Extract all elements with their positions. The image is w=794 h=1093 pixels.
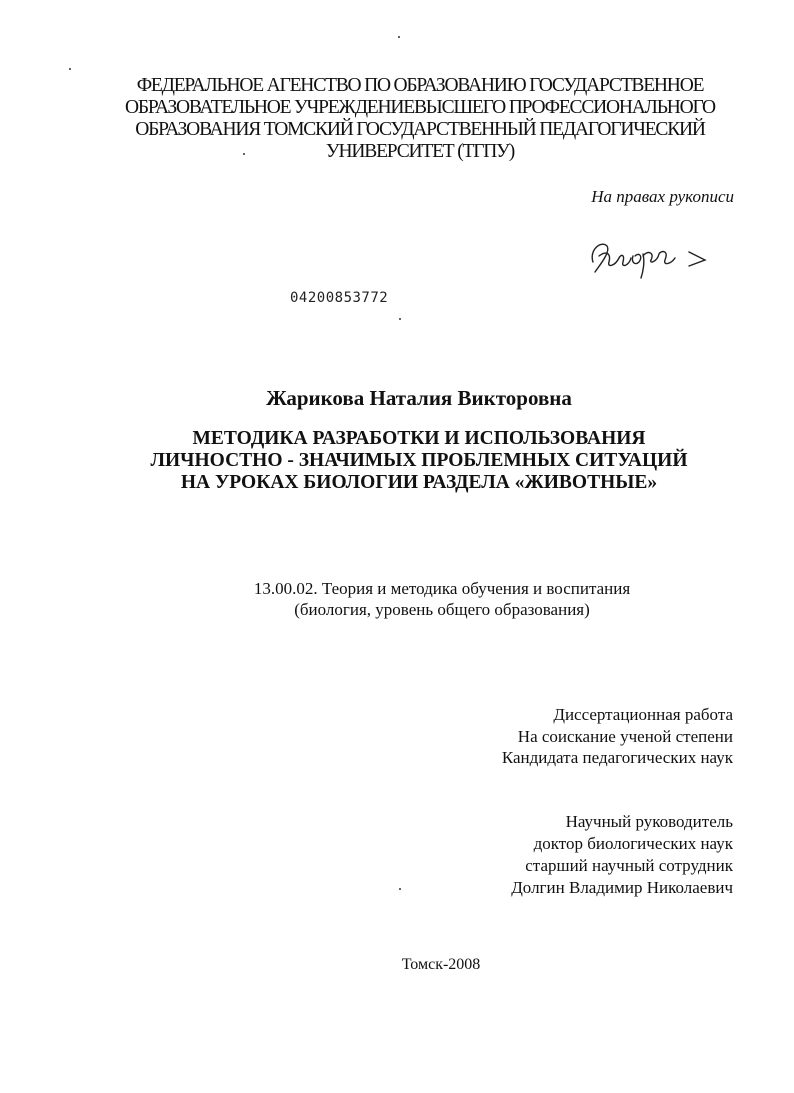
city-year: Томск-2008 <box>401 956 481 973</box>
degree-line: Кандидата педагогических наук <box>501 748 733 767</box>
archive-barcode-number: 04200853772 <box>290 290 389 306</box>
title-line: ЛИЧНОСТНО - ЗНАЧИМЫХ ПРОБЛЕМНЫХ СИТУАЦИЙ <box>150 450 688 471</box>
title-line: НА УРОКАХ БИОЛОГИИ РАЗДЕЛА «ЖИВОТНЫЕ» <box>180 472 658 493</box>
supervisor-line: доктор биологических наук <box>533 834 733 853</box>
institution-line: УНИВЕРСИТЕТ (ТГПУ) <box>325 141 515 162</box>
scan-speck <box>399 318 401 320</box>
specialty-line: (биология, уровень общего образования) <box>294 600 590 619</box>
supervisor-line: Научный руководитель <box>565 812 733 831</box>
supervisor-line: Долгин Владимир Николаевич <box>511 878 733 897</box>
specialty-line: 13.00.02. Теория и методика обучения и воспитания <box>253 579 631 598</box>
supervisor-block <box>511 811 733 899</box>
specialty-code <box>0 578 794 620</box>
degree-line: Диссертационная работа <box>553 705 733 724</box>
title-line: МЕТОДИКА РАЗРАБОТКИ И ИСПОЛЬЗОВАНИЯ <box>192 428 646 449</box>
institution-line: ФЕДЕРАЛЬНОЕ АГЕНСТВО ПО ОБРАЗОВАНИЮ ГОСУДАРСТВЕННОЕ <box>136 75 704 96</box>
scan-speck <box>243 153 245 155</box>
scan-speck <box>398 36 400 38</box>
author-name: Жарикова Наталия Викторовна <box>266 386 572 410</box>
institution-line: ОБРАЗОВАНИЯ ТОМСКИЙ ГОСУДАРСТВЕННЫЙ ПЕДАГОГИЧЕСКИЙ <box>135 119 705 140</box>
dissertation-title <box>0 428 794 494</box>
manuscript-note: На правах рукописи <box>591 187 734 206</box>
institution-line: ОБРАЗОВАТЕЛЬНОЕ УЧРЕЖДЕНИЕВЫСШЕГО ПРОФЕССИОНАЛЬНОГО <box>125 97 715 118</box>
scan-speck <box>399 888 401 890</box>
handwritten-signature <box>585 232 715 282</box>
degree-line: На соискание ученой степени <box>517 726 733 746</box>
institution-header <box>80 75 760 163</box>
scan-speck <box>69 68 71 70</box>
supervisor-line: старший научный сотрудник <box>525 856 733 875</box>
degree-block <box>502 704 733 769</box>
